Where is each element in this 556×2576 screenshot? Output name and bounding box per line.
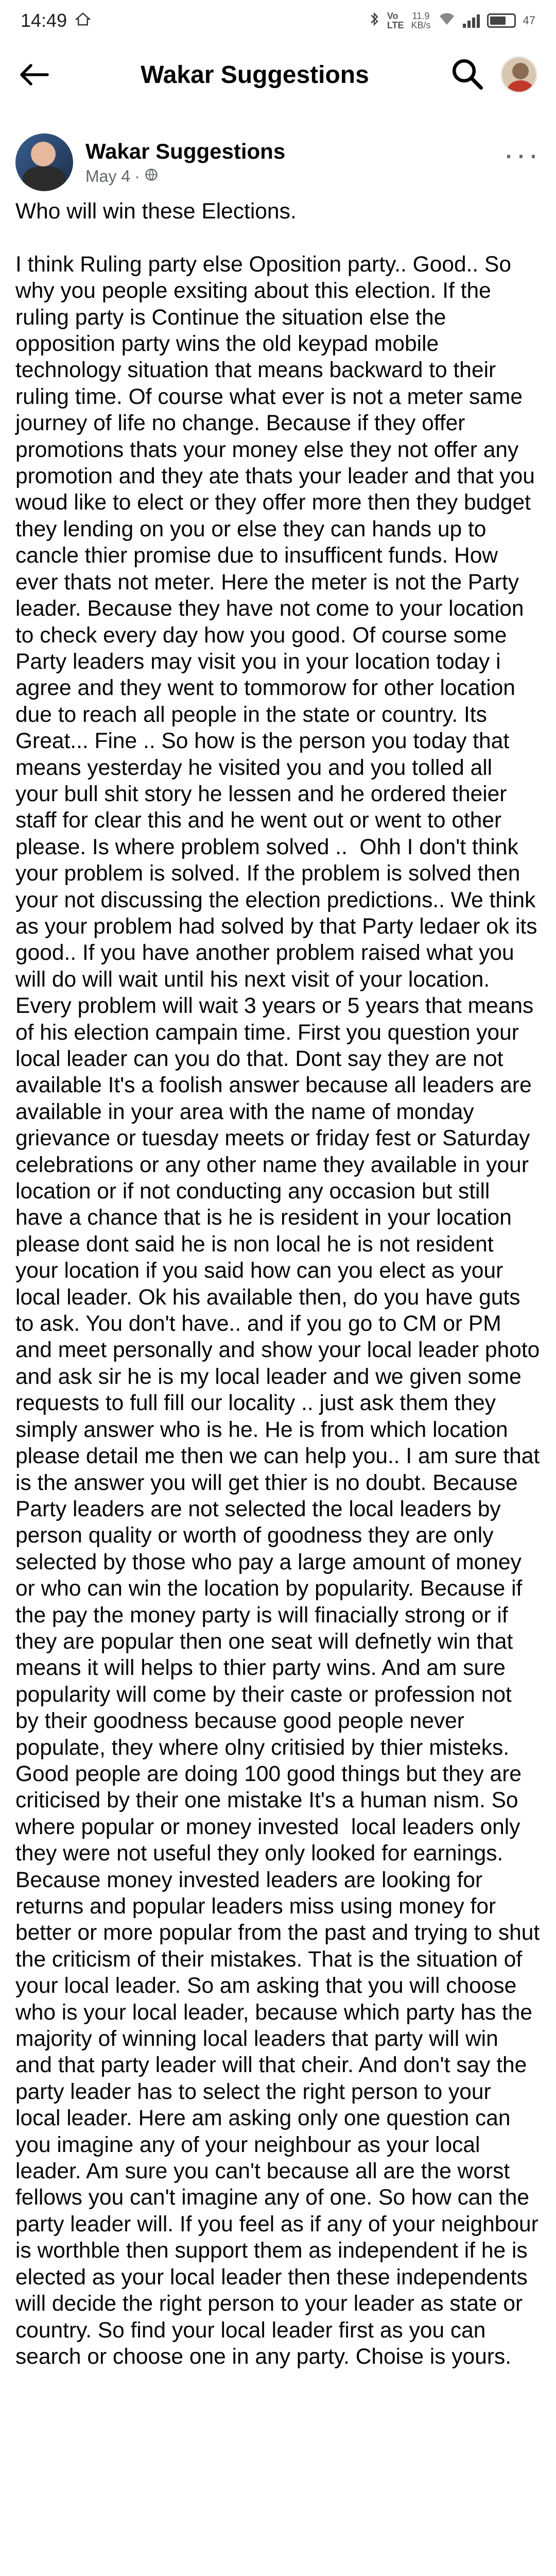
wifi-icon [438,12,456,30]
battery-icon [487,13,516,28]
author-avatar[interactable] [15,133,73,191]
post-body: Who will win these Elections. I think Ruling party else Oposition party.. Good.. So why you people exsiting about this election. If the ruling party is Continue the situation else the opposition party wins the old keypad mobile technology situation that means backward to their ruling time. Of course what ever is not a meter same journey of life no change. Because if they offer promotions thats your money else they not offer any promotion and they ate thats your leader and that you woud like to elect or they offer more then they budget they lending on you or else they can hands up to cancle thier promise due to insufficent funds. How ever thats not meter. Here the meter is not the Party leader. Because they have not come to your location to check every day how you good. Of course some Party leaders may visit you in your location today i agree and they went to tommorow for other location due to reach all people in the state or country. Its Great... Fine .. So how is the person you today that means yesterday he visited you and you tolled all your bull shit story he lessen and he ordered theier staff for clear this and he went out or went to other please. Is where problem solved .. Ohh I don't think your problem is solved. If the problem is solved then your not discussing the election predictions.. We think as your problem had solved by that Party ledaer ok its good.. If you have another problem raised what you will do will wait until his next visit of your location. Every problem will wait 3 years or 5 years that means of his election campain time. First you question your local leader can you do that. Dont say they are not available It's a foolish answer because all leaders are available in your area with the name of monday grievance or tuesday meets or friday fest or Saturday celebrations or any other name they available in your location or if not conducting any occasion but still have a chance that is he is resident in your location please dont said he is non local he is not resident your location if you said how can you elect as your local leader. Ok his available then, do you have guts to ask. You don't have.. and if you go to CM or PM and meet personally and show your local leader photo and ask sir he is my local leader and we given some requests to full fill our locality .. just ask them they simply answer who is he. He is from which location please detail me then we can help you.. I am sure that is the answer you will get thier is no doubt. Because Party leaders are not selected the local leaders by person quality or worth of goodness they are only selected by those who pay a large amount of money or who can win the location by popularity. Because if the pay the money party is will finacially strong or if they are popular then one seat will defnetly win that means it will helps to thier party wins. And am sure popularity will come by their caste or profession not by their goodness because good people never populate, they where olny critisied by thier misteks. Good people are doing 100 good things but they are criticised by their one mistake It's a human nism. So where popular or money invested local leaders only they were not useful they only looked for earnings. Because money invested leaders are looking for returns and popular leaders miss using money for better or more popular from the past and trying to shut the criticism of their mistakes. That is the situation of your local leader. So am asking that you will choose who is your local leader, because which party has the majority of winning local leaders that party will win and that party leader will that cheir. And don't say the party leader has to select the right person to your local leader. Here am asking only one question can you imagine any of your neighbour as your local leader. Am sure you can't because all are the worst fellows you can't imagine any of one. So how can the party leader will. If you feel as if any of your neighbour is worthble then support them as independent if he is elected as your local leader then these independents will decide the right person to your leader as state or country. So find your local leader first as you can search or choose one in any party. Choise is yours. [15,199,540,2369]
app-header [0,41,556,108]
post-meta [85,167,503,186]
status-bar [0,0,556,41]
more-options-button[interactable] [503,137,541,180]
header-actions [450,56,537,93]
back-arrow-icon [19,62,49,88]
volte-icon: Vo LTE [387,11,404,30]
privacy-globe-icon [144,167,159,186]
back-button[interactable] [19,54,60,95]
status-left [21,10,91,31]
more-dots-icon: ··· [503,137,541,172]
home-notification-icon [75,10,91,31]
post-date[interactable]: May 4 [85,166,131,185]
net-speed-value: 11.9 [412,11,430,21]
battery-level: 47 [523,14,535,27]
bluetooth-icon [369,11,380,30]
status-right [369,11,535,30]
search-button[interactable] [450,57,484,93]
post-header [15,131,541,193]
page-title: Wakar Suggestions [141,61,369,89]
net-speed [411,11,431,30]
author-block [85,139,503,186]
author-name[interactable]: Wakar Suggestions [85,139,286,163]
net-speed-unit: KB/s [411,20,431,30]
profile-avatar[interactable] [500,56,537,93]
signal-icon [463,13,480,28]
clock: 14:49 [21,10,67,31]
search-icon [450,57,484,91]
meta-separator: · [134,166,140,185]
